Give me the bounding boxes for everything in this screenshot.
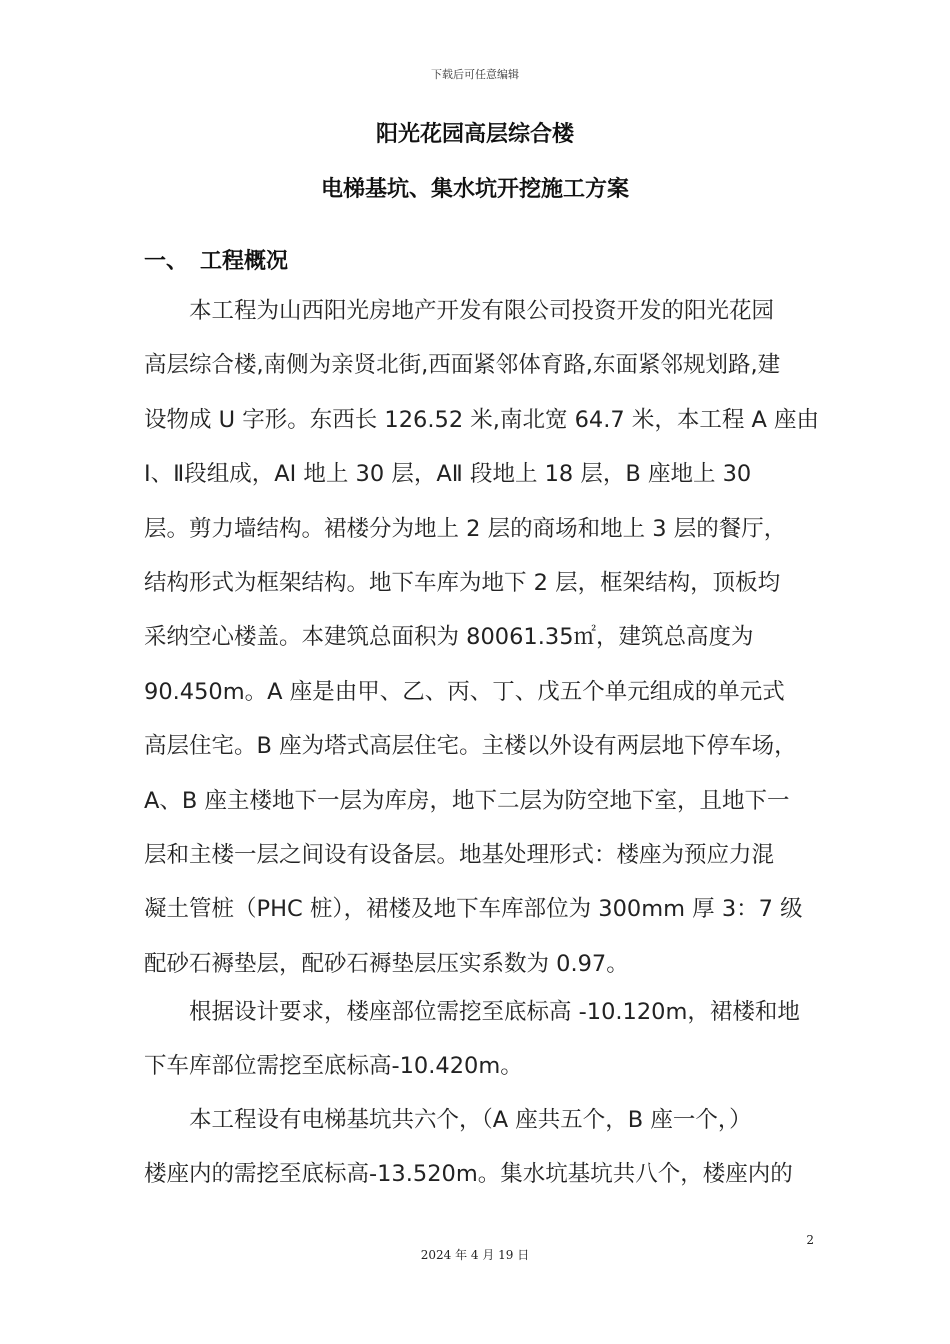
text-line: 本工程为山西阳光房地产开发有限公司投资开发的阳光花园 [189, 298, 775, 324]
footer-date: 2024 年 4 月 19 日 [420, 1248, 530, 1262]
text-line: 下车库部位需挖至底标高-10.420m。 [144, 1053, 523, 1080]
text-line: 设物成 U 字形。东西长 126.52 米,南北宽 64.7 米，本工程 A 座由 [144, 406, 820, 433]
text-line: 凝土管桩（PHC 桩），裙楼及地下车库部位为 300mm 厚 3：7 级 [144, 896, 803, 923]
text-line: 高层住宅。B 座为塔式高层住宅。主楼以外设有两层地下停车场， [144, 733, 797, 760]
section-heading [144, 244, 288, 275]
header-note: 下载后可任意编辑 [431, 68, 519, 81]
document-title: 阳光花园高层综合楼 [375, 122, 574, 147]
text-line: 结构形式为框架结构。地下车库为地下 2 层，框架结构，顶板均 [144, 569, 781, 596]
text-line: A、B 座主楼地下一层为库房，地下二层为防空地下室，且地下一 [144, 787, 790, 814]
text-line: 根据设计要求，楼座部位需挖至底标高 -10.120m，裙楼和地 [189, 999, 800, 1025]
text-line: 90.450m。A 座是由甲、乙、丙、丁、戊五个单元组成的单元式 [144, 678, 785, 705]
text-line: 高层综合楼,南侧为亲贤北街,西面紧邻体育路,东面紧邻规划路,建 [144, 352, 781, 379]
text-line: 本工程设有电梯基坑共六个，（A 座共五个，B 座一个，） [189, 1107, 752, 1133]
text-line: 楼座内的需挖至底标高-13.520m。集水坑基坑共八个，楼座内的 [144, 1161, 793, 1188]
document-subtitle: 电梯基坑、集水坑开挖施工方案 [320, 177, 629, 202]
paragraph-pit-count [144, 1093, 812, 1202]
text-line: Ⅰ、Ⅱ段组成，AⅠ 地上 30 层，AⅡ 段地上 18 层，B 座地上 30 [144, 461, 752, 488]
page-number: 2 [806, 1233, 814, 1247]
text-line: 配砂石褥垫层，配砂石褥垫层压实系数为 0.97。 [144, 950, 629, 977]
text-line: 层。剪力墙结构。裙楼分为地上 2 层的商场和地上 3 层的餐厅， [144, 515, 787, 542]
paragraph-project-overview [144, 284, 820, 991]
paragraph-design-requirements [144, 985, 812, 1094]
text-line: 层和主楼一层之间设有设备层。地基处理形式：楼座为预应力混 [144, 841, 775, 868]
section-number: 一、 [144, 249, 189, 274]
section-title: 工程概况 [200, 249, 289, 274]
text-line: 采纳空心楼盖。本建筑总面积为 80061.35㎡，建筑总高度为 [144, 624, 754, 651]
